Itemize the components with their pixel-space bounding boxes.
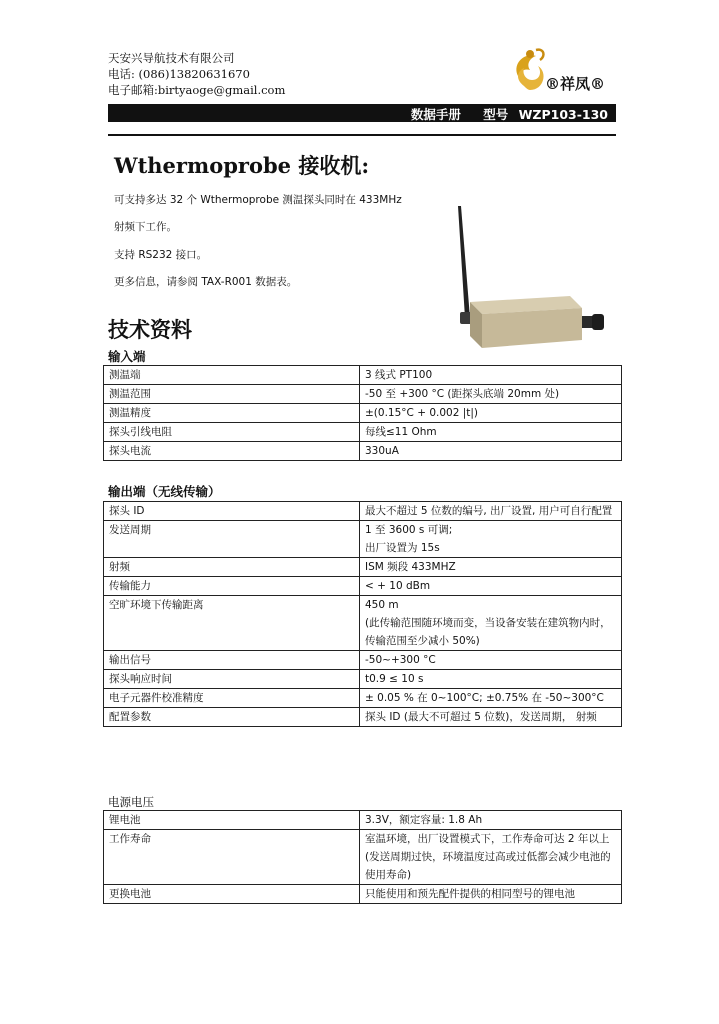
table-row: [104, 811, 622, 830]
receiver-device-image: [440, 200, 620, 360]
row-value: 最大不超过 5 位数的编号, 出厂设置, 用户可自行配置: [360, 502, 622, 521]
company-name: 天安兴导航技术有限公司: [108, 51, 235, 65]
row-value: 室温环境，出厂设置模式下，工作寿命可达 2 年以上 (发送周期过快，环境温度过高或过低都会减少电池的使用寿命): [360, 830, 622, 885]
row-key: 电子元器件校准精度: [104, 689, 360, 708]
row-value: -50 至 +300 °C (距探头底端 20mm 处): [360, 385, 622, 404]
table-row: [104, 830, 622, 885]
row-value: ISM 频段 433MHZ: [360, 558, 622, 577]
company-email: 电子邮箱:birtyaoge@gmail.com: [108, 83, 286, 97]
row-key: 锂电池: [104, 811, 360, 830]
row-key: 探头 ID: [104, 502, 360, 521]
row-value: 探头 ID (最大不可超过 5 位数)，发送周期， 射频: [360, 708, 622, 727]
row-value: 3.3V，额定容量: 1.8 Ah: [360, 811, 622, 830]
row-value: ±(0.15°C + 0.002 |t|): [360, 404, 622, 423]
row-key: 输出信号: [104, 651, 360, 670]
row-key: 配置参数: [104, 708, 360, 727]
table-row: [104, 689, 622, 708]
row-key: 测温精度: [104, 404, 360, 423]
row-key: 探头引线电阻: [104, 423, 360, 442]
table-row: [104, 502, 622, 521]
input-table: [103, 365, 622, 461]
row-value: -50~+300 °C: [360, 651, 622, 670]
output-table: [103, 501, 622, 727]
model-label: 型号: [483, 107, 509, 122]
row-key: 空旷环境下传输距离: [104, 596, 360, 651]
row-key: 探头电流: [104, 442, 360, 461]
row-key: 工作寿命: [104, 830, 360, 885]
row-key: 探头响应时间: [104, 670, 360, 689]
company-info: [108, 50, 285, 98]
section-heading: 技术资料: [108, 317, 192, 342]
row-key: 更换电池: [104, 885, 360, 904]
logo-text: ®祥凤®: [545, 75, 606, 93]
row-key: 发送周期: [104, 521, 360, 558]
input-heading: 输入端: [108, 349, 146, 364]
row-value: < + 10 dBm: [360, 577, 622, 596]
intro-line: 射频下工作。: [114, 221, 177, 233]
model-number: WZP103-130: [518, 107, 608, 122]
row-value: 330uA: [360, 442, 622, 461]
row-value: 1 至 3600 s 可调; 出厂设置为 15s: [360, 521, 622, 558]
table-row: [104, 442, 622, 461]
power-table: [103, 810, 622, 904]
table-row: [104, 423, 622, 442]
intro-line: 支持 RS232 接口。: [114, 249, 208, 261]
intro-line: 可支持多达 32 个 Wthermoprobe 测温探头同时在 433MHz: [114, 194, 402, 206]
header-divider: [108, 134, 616, 136]
table-row: [104, 670, 622, 689]
company-phone: 电话: (086)13820631670: [108, 67, 250, 81]
row-value: 3 线式 PT100: [360, 366, 622, 385]
table-row: [104, 596, 622, 651]
power-heading: 电源电压: [108, 795, 154, 809]
row-key: 测温范围: [104, 385, 360, 404]
table-row: [104, 366, 622, 385]
table-row: [104, 885, 622, 904]
doc-label: 数据手册: [410, 107, 461, 122]
row-value: 每线≤11 Ohm: [360, 423, 622, 442]
table-row: [104, 385, 622, 404]
row-value: 450 m (此传输范围随环境而变，当设备安装在建筑物内时，传输范围至少减小 50%): [360, 596, 622, 651]
row-value: t0.9 ≤ 10 s: [360, 670, 622, 689]
row-value: ± 0.05 % 在 0~100°C; ±0.75% 在 -50~300°C: [360, 689, 622, 708]
table-row: [104, 577, 622, 596]
table-row: [104, 708, 622, 727]
table-row: [104, 404, 622, 423]
row-key: 测温端: [104, 366, 360, 385]
intro-line: 更多信息，请参阅 TAX-R001 数据表。: [114, 276, 298, 288]
row-key: 传输能力: [104, 577, 360, 596]
header-bar: [108, 104, 616, 122]
table-row: [104, 521, 622, 558]
table-row: [104, 651, 622, 670]
output-heading: 输出端（无线传输）: [108, 484, 221, 499]
page-title: Wthermoprobe 接收机:: [114, 153, 370, 178]
row-value: 只能使用和预先配件提供的相同型号的锂电池: [360, 885, 622, 904]
table-row: [104, 558, 622, 577]
row-key: 射频: [104, 558, 360, 577]
